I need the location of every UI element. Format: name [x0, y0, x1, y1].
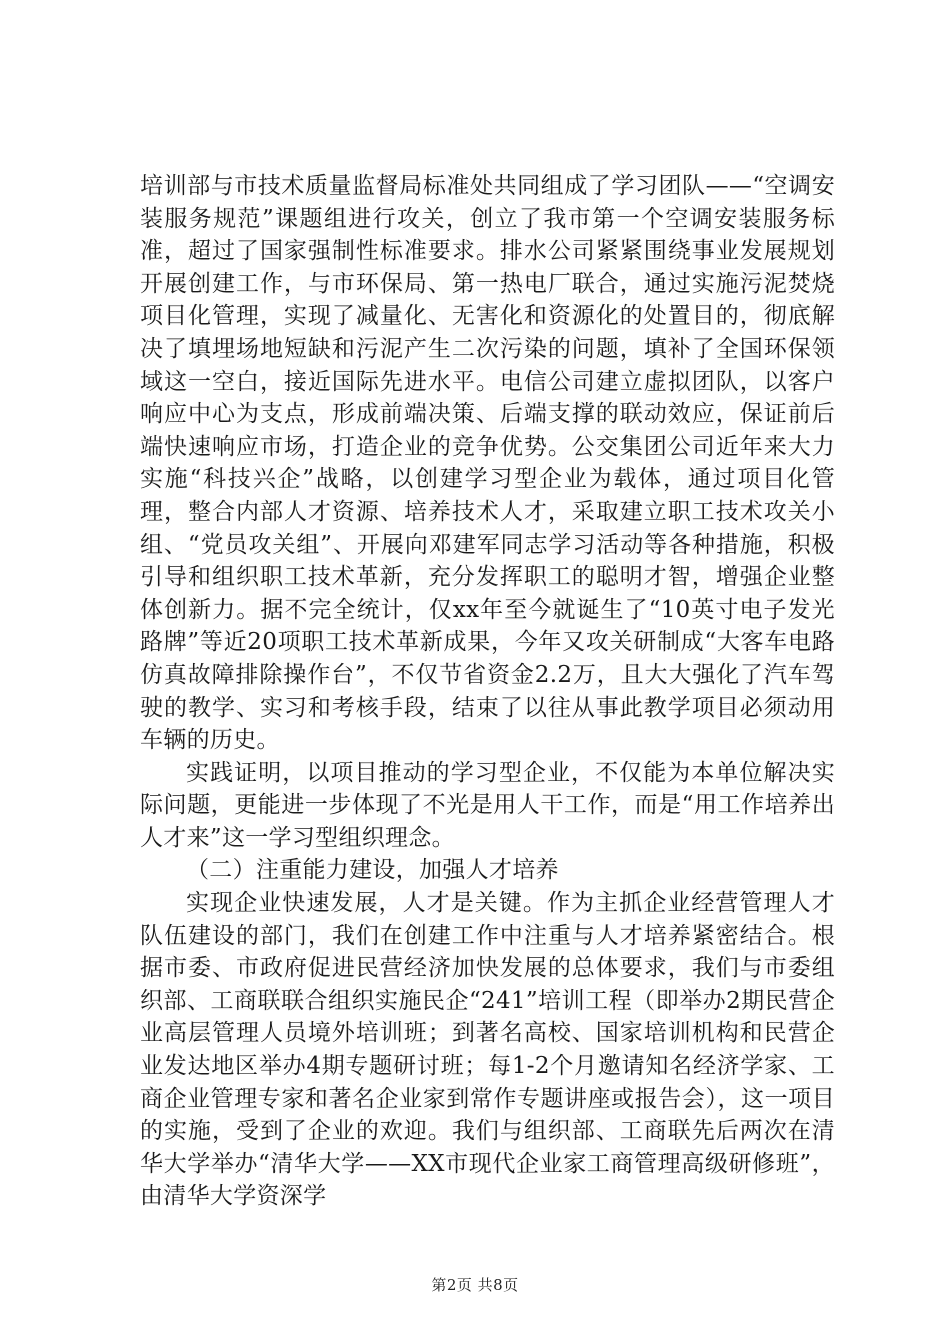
document-body: [140, 170, 835, 1213]
section-heading-capability-building: （二）注重能力建设，加强人才培养: [186, 857, 559, 884]
page-number-footer: 第2页 共8页: [431, 1276, 519, 1294]
paragraph-talent-training: 实现企业快速发展，人才是关键。作为主抓企业经营管理人才队伍建设的部门，我们在创建工作中注重与人才培养紧密结合。根据市委、市政府促进民营经济加快发展的总体要求，我们与市委组织部、工商联联合组织实施民企“241”培训工程（即举办2期民营企业高层管理人员境外培训班；到著名高校、国家培训机构和民营企业发达地区举办4期专题研讨班；每1-2个月邀请知名经济学家、工商企业管理专家和著名企业家到常作专题讲座或报告会），这一项目的实施，受到了企业的欢迎。我们与组织部、工商联先后两次在清华大学举办“清华大学——XX市现代企业家工商管理高级研修班”，由清华大学资深学: [140, 890, 835, 1210]
paragraph-project-examples: 培训部与市技术质量监督局标准处共同组成了学习团队——“空调安装服务规范”课题组进行攻关，创立了我市第一个空调安装服务标准，超过了国家强制性标准要求。排水公司紧紧围绕事业发展规划开展创建工作，与市环保局、第一热电厂联合，通过实施污泥焚烧项目化管理，实现了减量化、无害化和资源化的处置目的，彻底解决了填埋场地短缺和污泥产生二次污染的问题，填补了全国环保领域这一空白，接近国际先进水平。电信公司建立虚拟团队，以客户响应中心为支点，形成前端决策、后端支撑的联动效应，保证前后端快速响应市场，打造企业的竞争优势。公交集团公司近年来大力实施“科技兴企”战略，以创建学习型企业为载体，通过项目化管理，整合内部人才资源、培养技术人才，采取建立职工技术攻关小组、“党员攻关组”、开展向邓建军同志学习活动等各种措施，积极引导和组织职工技术革新，充分发挥职工的聪明才智，增强企业整体创新力。据不完全统计，仅xx年至今就诞生了“10英寸电子发光路牌”等近20项职工技术革新成果，今年又攻关研制成“大客车电路仿真故障排除操作台”，不仅节省资金2.2万，且大大强化了汽车驾驶的教学、实习和考核手段，结束了以往从事此教学项目必须动用车辆的历史。: [140, 173, 835, 754]
paragraph-practice-proves: 实践证明，以项目推动的学习型企业，不仅能为本单位解决实际问题，更能进一步体现了不光是用人干工作，而是“用工作培养出人才来”这一学习型组织理念。: [140, 759, 835, 851]
